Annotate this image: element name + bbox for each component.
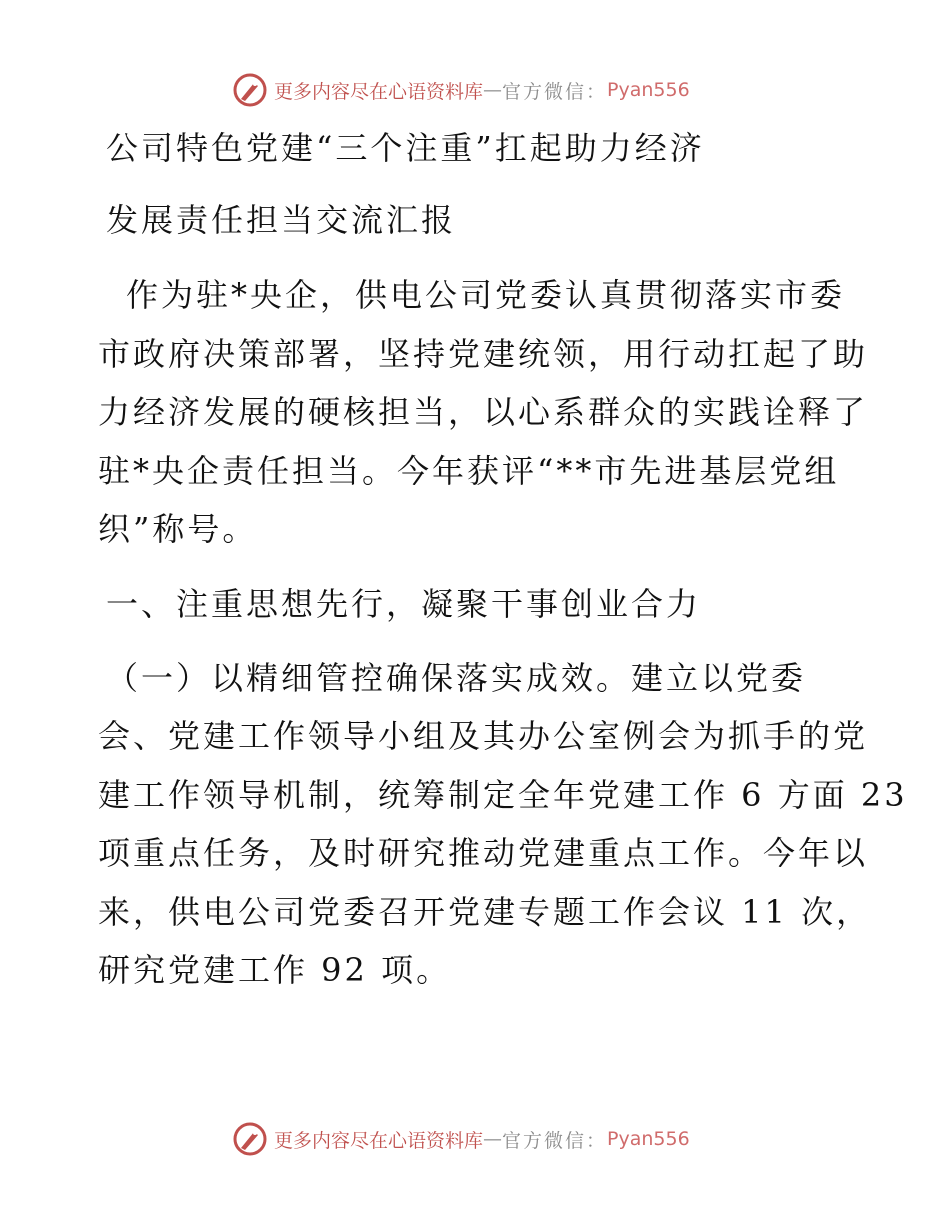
subsection-line: 研究党建工作 92 项。 xyxy=(98,951,452,989)
intro-line: 作为驻*央企，供电公司党委认真贯彻落实市委 xyxy=(126,276,846,314)
subsection-line: 项重点任务，及时研究推动党建重点工作。今年以 xyxy=(98,834,869,872)
banner-text: 更多内容尽在心语资料库 xyxy=(274,1129,484,1152)
header-banner xyxy=(232,72,690,108)
banner-wechat-id: Pyan556 xyxy=(607,79,690,101)
subsection-line: （一）以精细管控确保落实成效。建立以党委 xyxy=(106,659,807,697)
banner-separator: — xyxy=(483,1128,503,1150)
banner-text: 更多内容尽在心语资料库 xyxy=(274,80,484,103)
banner-wechat-label: 官方微信： xyxy=(502,80,608,103)
footer-banner xyxy=(232,1121,690,1157)
section-heading: 一、注重思想先行，凝聚干事创业合力 xyxy=(106,585,702,623)
banner-wechat-id: Pyan556 xyxy=(607,1128,690,1150)
intro-line: 市政府决策部署，坚持党建统领，用行动扛起了助 xyxy=(98,335,869,373)
document-title-line-1: 公司特色党建“三个注重”扛起助力经济 xyxy=(106,129,705,167)
subsection-line: 来，供电公司党委召开党建专题工作会议 11 次， xyxy=(98,893,872,931)
subsection-line: 会、党建工作领导小组及其办公室例会为抓手的党 xyxy=(98,717,869,755)
banner-wechat-label: 官方微信： xyxy=(502,1129,608,1152)
subsection-line: 建工作领导机制，统筹制定全年党建工作 6 方面 23 xyxy=(98,776,908,814)
pen-logo-icon xyxy=(232,1121,268,1157)
pen-logo-icon xyxy=(232,72,268,108)
document-title-line-2: 发展责任担当交流汇报 xyxy=(106,201,457,239)
intro-line: 织”称号。 xyxy=(98,510,258,548)
intro-line: 力经济发展的硬核担当，以心系群众的实践诠释了 xyxy=(98,393,869,431)
intro-line: 驻*央企责任担当。今年获评“**市先进基层党组 xyxy=(98,452,840,490)
banner-separator: — xyxy=(483,79,503,101)
